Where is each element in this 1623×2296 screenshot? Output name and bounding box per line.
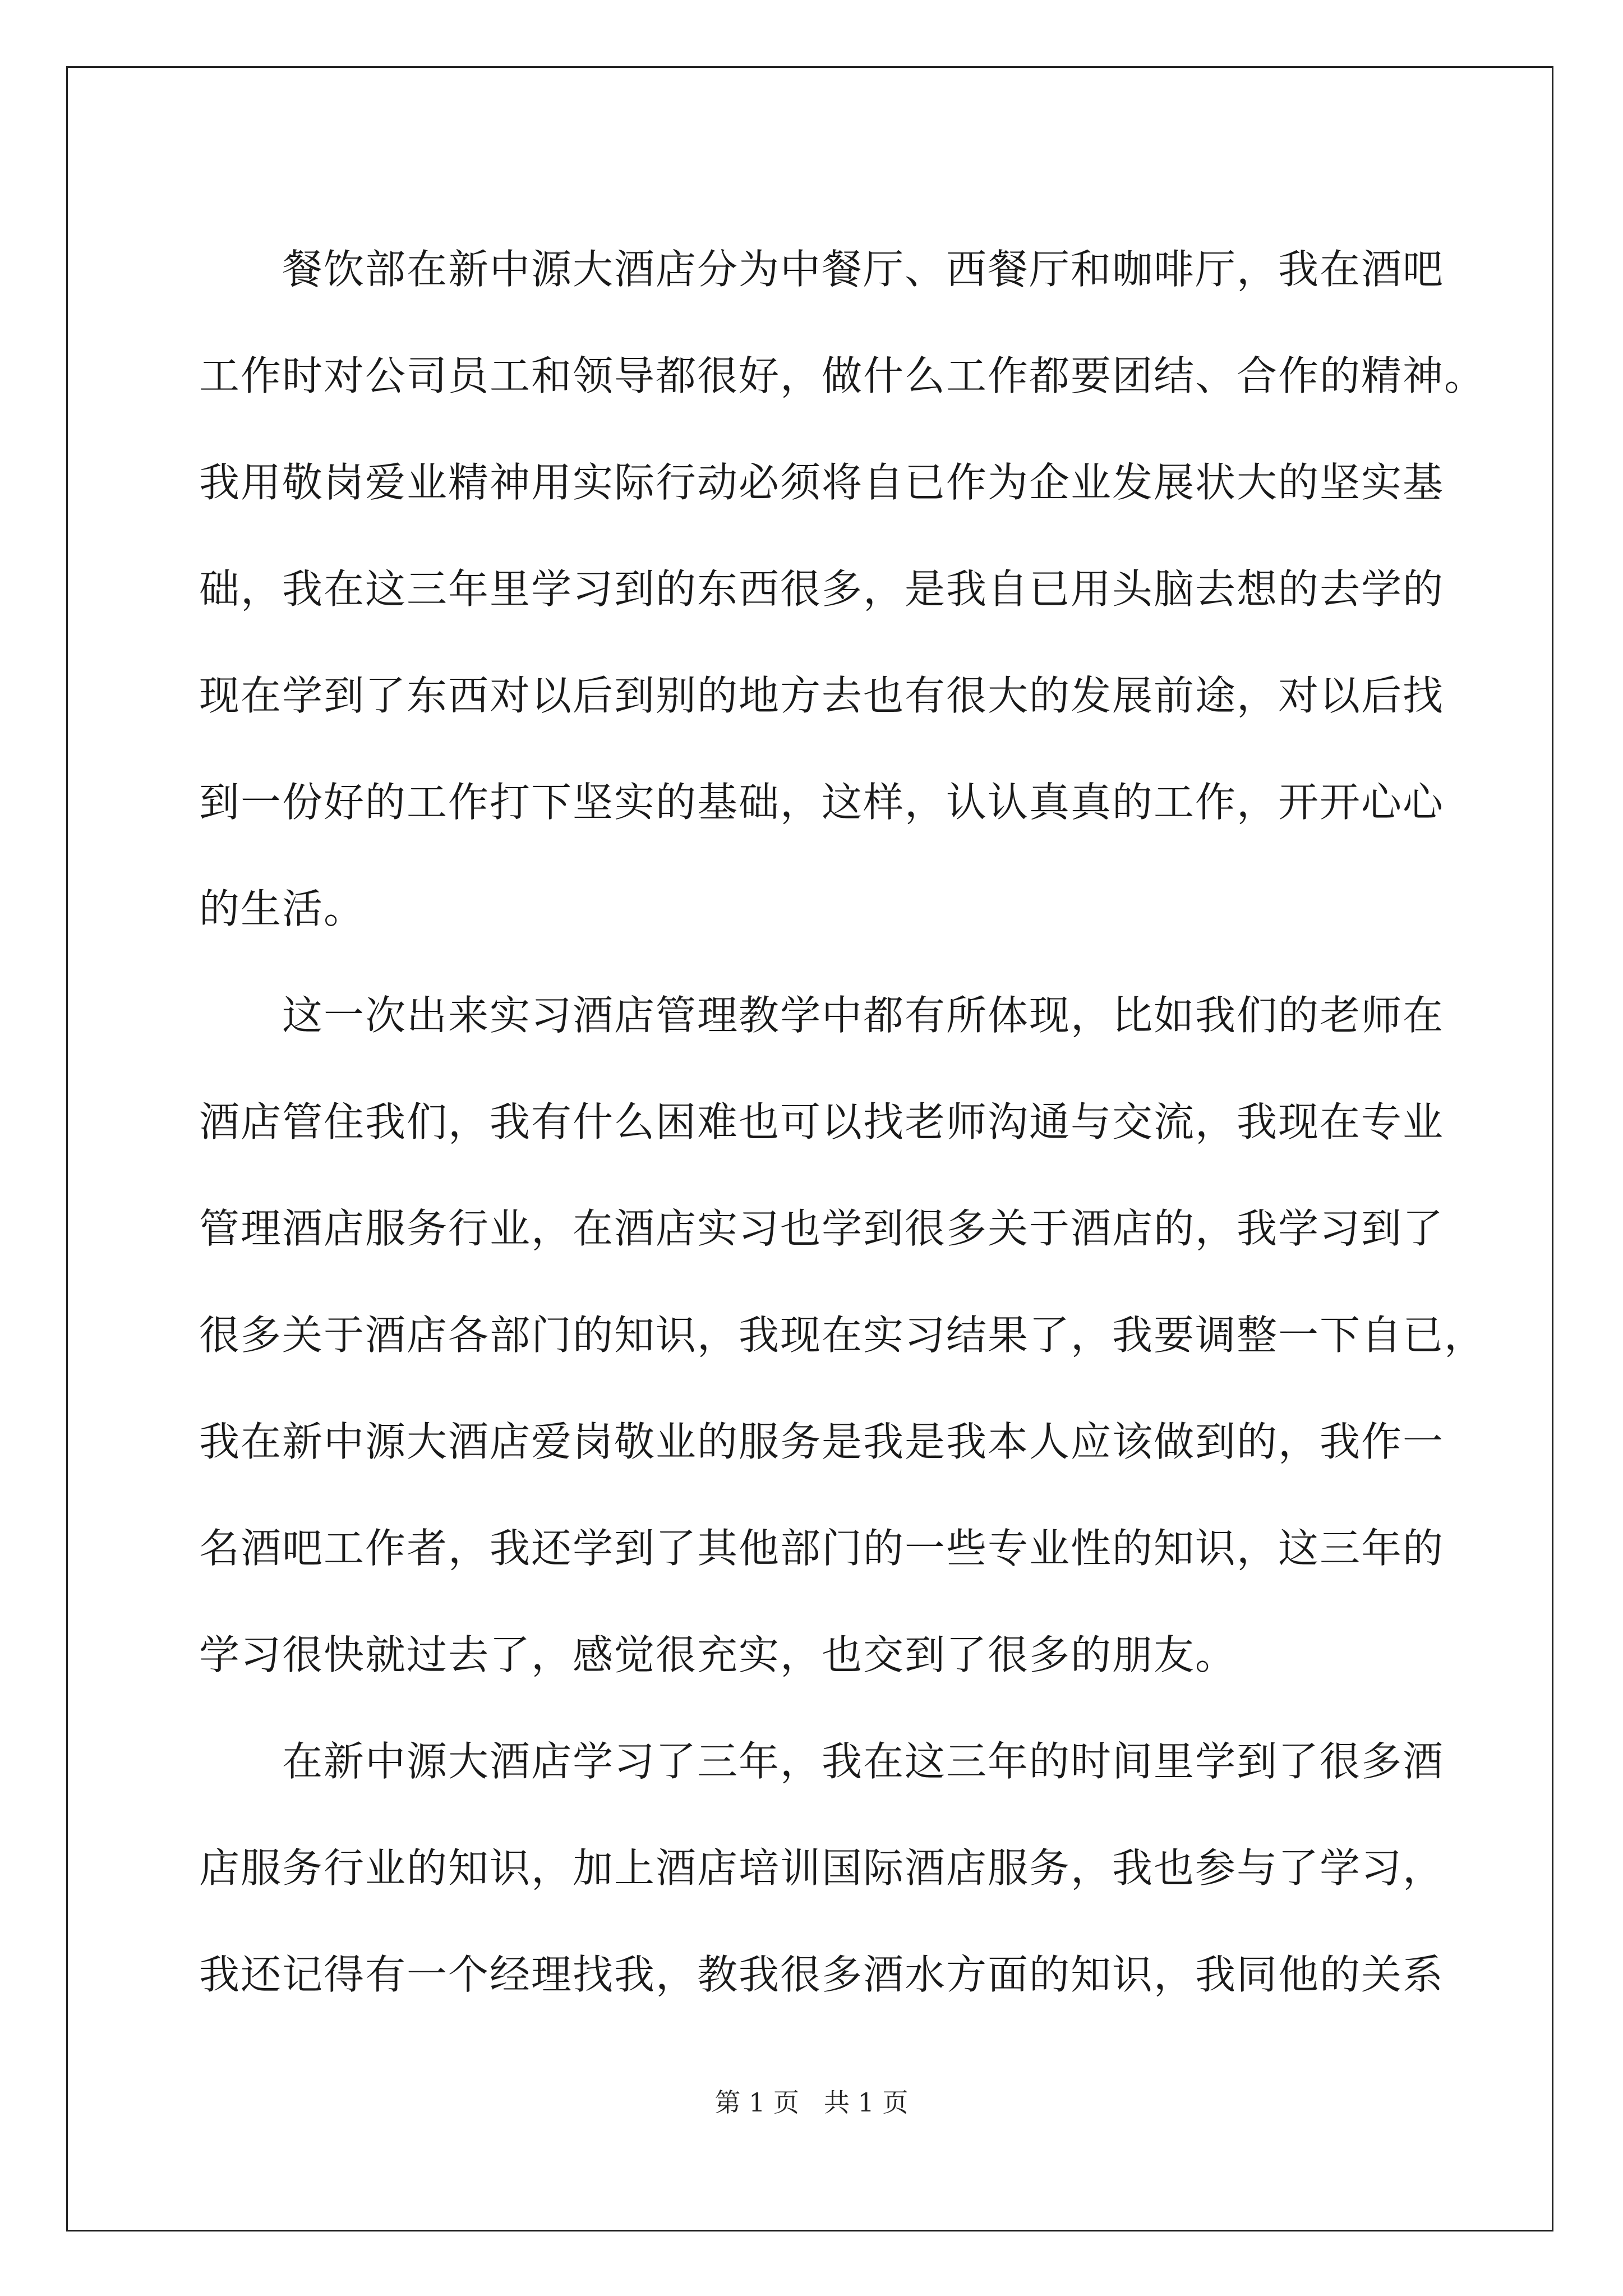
paragraph-1-line-1: 餐饮部在新中源大酒店分为中餐厅、西餐厅和咖啡厅，我在酒吧 (282, 246, 1445, 293)
paragraph-2-line-4: 很多关于酒店各部门的知识，我现在实习结果了，我要调整一下自已， (199, 1312, 1486, 1359)
page-number: 第 1 页 (714, 2087, 800, 2118)
paragraph-1-line-5: 现在学到了东西对以后到别的地方去也有很大的发展前途，对以后找 (199, 672, 1445, 719)
page-total: 共 1 页 (823, 2087, 909, 2118)
paragraph-2-line-1: 这一次出来实习酒店管理教学中都有所体现，比如我们的老师在 (282, 992, 1445, 1039)
page-footer (0, 2086, 1623, 2119)
paragraph-3-line-2: 店服务行业的知识，加上酒店培训国际酒店服务，我也参与了学习， (199, 1844, 1445, 1892)
paragraph-1-line-6: 到一份好的工作打下坚实的基础，这样，认认真真的工作，开开心心 (199, 779, 1445, 826)
paragraph-1-line-7: 的生活。 (199, 885, 366, 932)
paragraph-3-line-1: 在新中源大酒店学习了三年，我在这三年的时间里学到了很多酒 (282, 1738, 1445, 1785)
paragraph-1-line-3: 我用敬岗爱业精神用实际行动必须将自已作为企业发展状大的坚实基 (199, 459, 1445, 506)
paragraph-2-line-3: 管理酒店服务行业，在酒店实习也学到很多关于酒店的，我学习到了 (199, 1205, 1445, 1252)
paragraph-1-line-4: 础，我在这三年里学习到的东西很多，是我自已用头脑去想的去学的 (199, 565, 1445, 613)
paragraph-2-line-2: 酒店管住我们，我有什么困难也可以找老师沟通与交流，我现在专业 (199, 1098, 1445, 1145)
paragraph-2-line-5: 我在新中源大酒店爱岗敬业的服务是我是我本人应该做到的，我作一 (199, 1418, 1445, 1465)
paragraph-2-line-7: 学习很快就过去了，感觉很充实，也交到了很多的朋友。 (199, 1631, 1237, 1678)
paragraph-3-line-3: 我还记得有一个经理找我，教我很多酒水方面的知识，我同他的关系 (199, 1951, 1445, 1998)
paragraph-1-line-2: 工作时对公司员工和领导都很好，做什么工作都要团结、合作的精神。 (199, 352, 1486, 399)
paragraph-2-line-6: 名酒吧工作者，我还学到了其他部门的一些专业性的知识，这三年的 (199, 1525, 1445, 1572)
document-body (199, 216, 1486, 2028)
